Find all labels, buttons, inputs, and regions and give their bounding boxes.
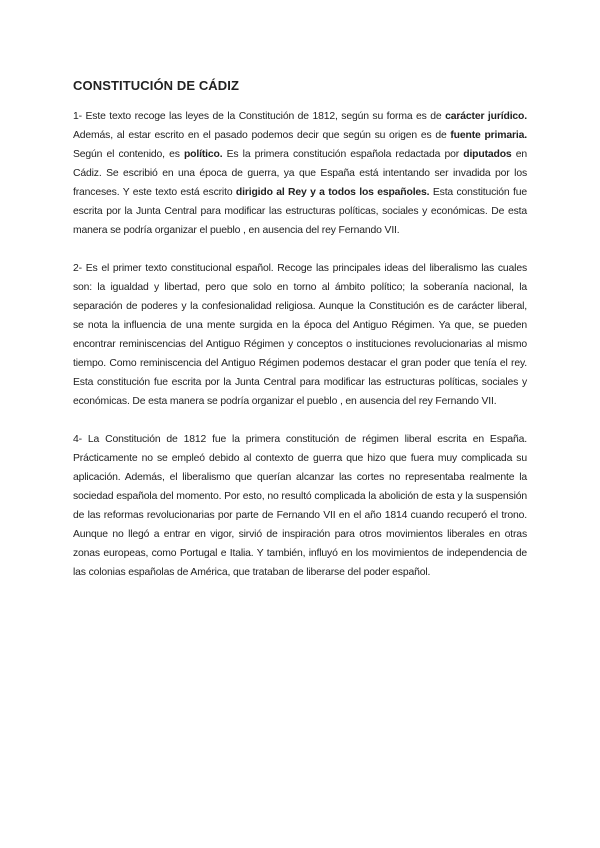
paragraph-text: 2- Es el primer texto constitucional español. Recoge las principales ideas del liberalismo las cuales son: la igualdad y libertad, pero que solo en torno al ámbito político; la soberanía nacional, la separación de poderes y la confesionalidad religiosa. Aunque la Constitución es de carácter liberal, se nota la influencia de una mente surgida en la época del Antiguo Régimen. Ya que, se pueden encontrar reminiscencias del Antiguo Régimen y conceptos o instituciones revolucionarias al mismo tiempo. Como reminiscencia del Antiguo Régimen podemos destacar el gran poder que tenía el rey. Esta constitución fue escrita por la Junta Central para modificar las estructuras políticas, sociales y económicas. De esta manera se podría organizar el pueblo , en ausencia del rey Fernando VII. — [73, 263, 527, 407]
paragraph-text: Además, al estar escrito en el pasado podemos decir que según su origen es de — [73, 130, 451, 141]
paragraph-text: 4- La Constitución de 1812 fue la primera constitución de régimen liberal escrita en España. Prácticamente no se empleó debido al contexto de guerra que hizo que fuera muy complicada su aplicación. Además, el liberalismo que querían alcanzar las cortes no representaba realmente la sociedad española del momento. Por esto, no resultó complicada la abolición de esta y la suspensión de las reformas revolucionarias por parte de Fernando VII en el año 1814 cuando recuperó el trono. Aunque no llegó a entrar en vigor, sirvió de inspiración para otros movimientos liberales en otras zonas europeas, como Portugal e Italia. Y también, influyó en los movimientos de independencia de las colonias españolas de América, que trataban de liberarse del poder español. — [73, 434, 527, 578]
bold-term: dirigido al Rey y a todos los españoles. — [235, 187, 430, 198]
paragraph-1 — [73, 107, 527, 240]
bold-term: fuente primaria. — [450, 130, 527, 141]
paragraph-2 — [73, 259, 527, 411]
bold-term: político. — [183, 149, 223, 160]
paragraph-text: 1- Este texto recoge las leyes de la Constitución de 1812, según su forma es de — [73, 111, 446, 122]
paragraph-text: en Cádiz. Se escribió en una época de guerra, ya que España está intentando ser invadida por los franceses. Y este texto está escrito — [73, 149, 527, 198]
paragraph-text: Según el contenido, es — [73, 149, 184, 160]
document-page — [73, 78, 527, 601]
document-title: CONSTITUCIÓN DE CÁDIZ — [73, 78, 240, 93]
bold-term: carácter jurídico. — [445, 111, 527, 122]
bold-term: diputados — [463, 149, 512, 160]
paragraph-3 — [73, 430, 527, 582]
paragraph-text: Esta constitución fue escrita por la Junta Central para modificar las estructuras políticas, sociales y económicas. De esta manera se podría organizar el pueblo , en ausencia del rey Fernando VII. — [73, 187, 528, 236]
paragraph-text: Es la primera constitución española redactada por — [222, 149, 464, 160]
